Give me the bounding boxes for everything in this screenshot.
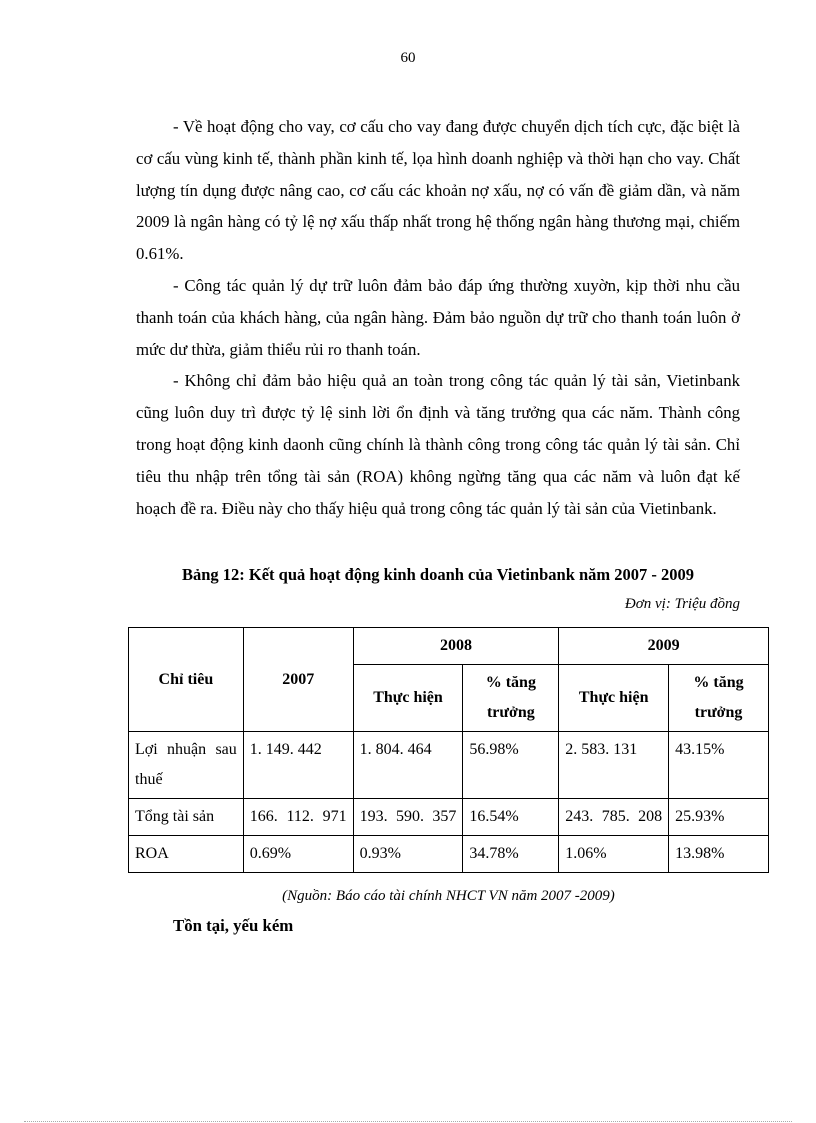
section-heading: Tồn tại, yếu kém (173, 916, 294, 935)
body-text (136, 111, 740, 524)
cell-2009-actual: 2. 583. 131 (559, 732, 669, 799)
header-2008-actual: Thực hiện (353, 665, 463, 732)
page-number: 60 (400, 50, 416, 66)
table-row (129, 732, 769, 799)
cell-2008-growth: 34.78% (463, 836, 559, 873)
cell-2009-growth: 25.93% (669, 799, 769, 836)
table-row (129, 836, 769, 873)
table-title: Bảng 12: Kết quả hoạt động kinh doanh của Vietinbank năm 2007 - 2009 (181, 565, 695, 584)
cell-indicator: Tổng tài sản (129, 799, 244, 836)
header-2008-growth: % tăng trưởng (463, 665, 559, 732)
table-unit: Đơn vị: Triệu đồng (624, 596, 740, 612)
cell-2009-growth: 43.15% (669, 732, 769, 799)
cell-2007: 166. 112. 971 (243, 799, 353, 836)
cell-2008-growth: 16.54% (463, 799, 559, 836)
results-table (128, 627, 769, 873)
header-2009-growth: % tăng trưởng (669, 665, 769, 732)
paragraph-lending: - Về hoạt động cho vay, cơ cấu cho vay đang được chuyển dịch tích cực, đặc biệt là cơ cấu vùng kinh tế, thành phần kinh tế, lọa hình doanh nghiệp và thời hạn cho vay. Chất lượng tín dụng được nâng cao, cơ cấu các khoản nợ xấu, nợ có vấn đề giảm dần, và năm 2009 là ngân hàng có tỷ lệ nợ xấu thấp nhất trong hệ thống ngân hàng thương mại, chiếm 0.61%. (136, 117, 740, 264)
cell-2007: 1. 149. 442 (243, 732, 353, 799)
header-2009-actual: Thực hiện (559, 665, 669, 732)
table-row (129, 799, 769, 836)
header-indicator: Chỉ tiêu (129, 628, 244, 732)
cell-2009-actual: 1.06% (559, 836, 669, 873)
cell-indicator: Lợi nhuận sau thuế (129, 732, 244, 799)
header-2008: 2008 (353, 628, 559, 665)
cell-2007: 0.69% (243, 836, 353, 873)
cell-2009-growth: 13.98% (669, 836, 769, 873)
cell-2009-actual: 243. 785. 208 (559, 799, 669, 836)
cell-indicator: ROA (129, 836, 244, 873)
page-bottom-rule (24, 1121, 792, 1122)
header-2009: 2009 (559, 628, 769, 665)
cell-2008-actual: 0.93% (353, 836, 463, 873)
header-2007: 2007 (243, 628, 353, 732)
paragraph-reserves: - Công tác quản lý dự trữ luôn đảm bảo đáp ứng thường xuyờn, kịp thời nhu cầu thanh toán của khách hàng, của ngân hàng. Đảm bảo nguồn dự trữ cho thanh toán luôn ở mức dư thừa, giảm thiểu rủi ro thanh toán. (136, 275, 740, 359)
cell-2008-actual: 1. 804. 464 (353, 732, 463, 799)
table-header-row (129, 628, 769, 665)
table-source: (Nguồn: Báo cáo tài chính NHCT VN năm 2007 -2009) (282, 888, 615, 904)
cell-2008-actual: 193. 590. 357 (353, 799, 463, 836)
cell-2008-growth: 56.98% (463, 732, 559, 799)
paragraph-asset-management: - Không chỉ đảm bảo hiệu quả an toàn trong công tác quản lý tài sản, Vietinbank cũng luôn duy trì được tỷ lệ sinh lời ổn định và tăng trưởng qua các năm. Thành công trong hoạt động kinh daonh cũng chính là thành công trong công tác quản lý tài sản. Chỉ tiêu thu nhập trên tổng tài sản (ROA) không ngừng tăng qua các năm và luôn đạt kế hoạch đề ra. Điều này cho thấy hiệu quả trong công tác quản lý tài sản của Vietinbank. (136, 371, 740, 518)
